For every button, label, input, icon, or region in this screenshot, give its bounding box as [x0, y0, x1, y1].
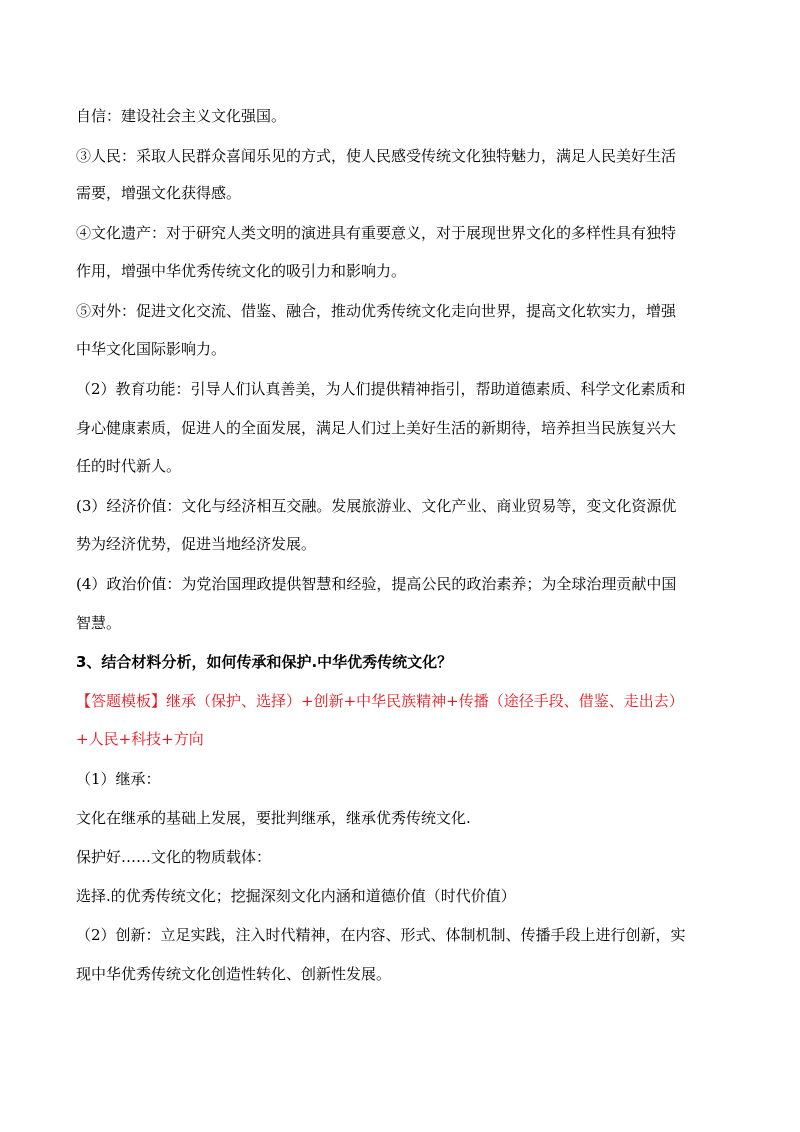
text-line: 需要，增强文化获得感。	[76, 184, 242, 202]
text-line: ③人民：采取人民群众喜闻乐见的方式，使人民感受传统文化独特魅力，满足人民美好生活	[76, 147, 677, 165]
answer-line: 文化在继承的基础上发展，要批判继承，继承优秀传统文化.	[76, 809, 471, 827]
answer-template-line: 【答题模板】继承（保护、选择）+创新+中华民族精神+传播（途径手段、借鉴、走出去）	[76, 692, 684, 710]
text-line: （2）教育功能：引导人们认真善美，为人们提供精神指引，帮助道德素质、科学文化素质和	[76, 380, 686, 398]
text-line: 任的时代新人。	[76, 457, 182, 475]
answer-line: 现中华优秀传统文化创造性转化、创新性发展。	[76, 965, 392, 983]
text-line: (4）政治价值：为党治国理政提供智慧和经验，提高公民的政治素养；为全球治理贡献中国	[76, 575, 677, 593]
text-line: 自信：建设社会主义文化强国。	[76, 107, 287, 125]
question-heading: 3、结合材料分析，如何传承和保护.中华优秀传统文化？	[76, 653, 453, 671]
answer-line: （2）创新：立足实践，注入时代精神，在内容、形式、体制机制、传播手段上进行创新，实	[76, 926, 686, 944]
answer-line: 保护好……文化的物质载体：	[76, 848, 272, 866]
text-line: ④文化遗产：对于研究人类文明的演进具有重要意义，对于展现世界文化的多样性具有独特	[76, 224, 677, 242]
text-line: 作用，增强中华优秀传统文化的吸引力和影响力。	[76, 262, 407, 280]
text-line: 身心健康素质，促进人的全面发展，满足人们过上美好生活的新期待，培养担当民族复兴大	[76, 419, 677, 437]
text-line: (3）经济价值：文化与经济相互交融。发展旅游业、文化产业、商业贸易等，变文化资源优	[76, 497, 677, 515]
text-line: 智慧。	[76, 614, 122, 632]
text-line: 势为经济优势，促进当地经济发展。	[76, 535, 317, 553]
text-line: ⑤对外：促进文化交流、借鉴、融合，推动优秀传统文化走向世界，提高文化软实力，增强	[76, 302, 677, 320]
answer-template-line: +人民+科技+方向	[76, 730, 204, 748]
answer-line: 选择.的优秀传统文化；挖掘深刻文化内涵和道德价值（时代价值）	[76, 887, 516, 905]
text-line: 中华文化国际影响力。	[76, 340, 227, 358]
answer-line: （1）继承：	[76, 770, 161, 788]
